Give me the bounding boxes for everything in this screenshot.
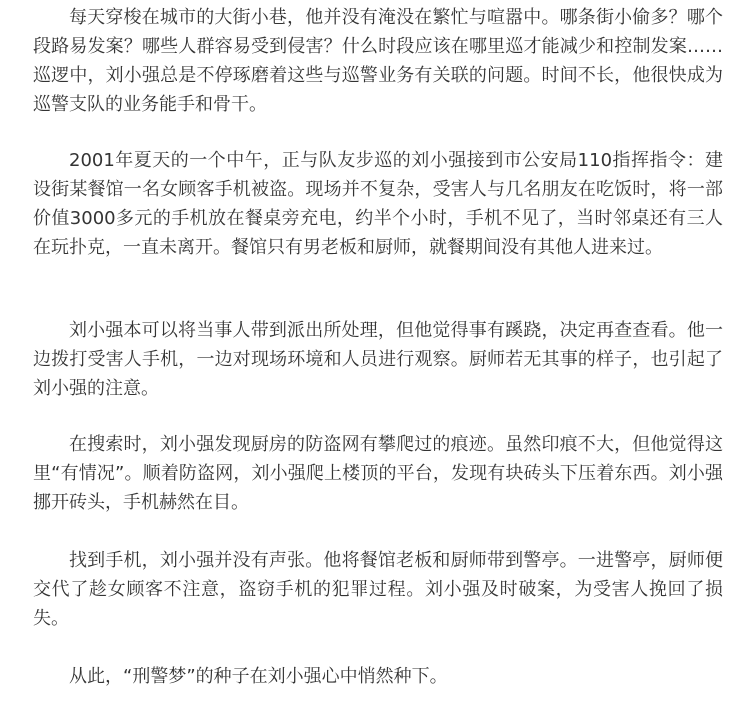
paragraph-conclusion: 从此，“刑警梦”的种子在刘小强心中悄然种下。 <box>69 666 448 687</box>
paragraph-case-solved: 找到手机，刘小强并没有声张。他将餐馆老板和厨师带到警亭。一进警亭，厨师便交代了趁女顾客不注意，盗窃手机的犯罪过程。刘小强及时破案，为受害人挽回了损失。 <box>33 550 723 629</box>
paragraph-search: 在搜索时，刘小强发现厨房的防盗网有攀爬过的痕迹。虽然印痕不大，但他觉得这里“有情况”。顺着防盗网，刘小强爬上楼顶的平台，发现有块砖头下压着东西。刘小强挪开砖头，手机赫然在目。 <box>33 434 723 513</box>
paragraph-investigation: 刘小强本可以将当事人带到派出所处理，但他觉得事有蹊跷，决定再查查看。他一边拨打受害人手机，一边对现场环境和人员进行观察。厨师若无其事的样子，也引起了刘小强的注意。 <box>33 320 723 399</box>
paragraph-patrol: 每天穿梭在城市的大街小巷，他并没有淹没在繁忙与喧嚣中。哪条街小偷多？哪个段路易发案？哪些人群容易受到侵害？什么时段应该在哪里巡才能减少和控制发案……巡逻中，刘小强总是不停琢磨着这些与巡警业务有关联的问题。时间不长，他很快成为巡警支队的业务能手和骨干。 <box>33 7 723 115</box>
paragraph-theft-report: 2001年夏天的一个中午，正与队友步巡的刘小强接到市公安局110指挥指令：建设街某餐馆一名女顾客手机被盗。现场并不复杂，受害人与几名朋友在吃饭时，将一部价值3000多元的手机放在餐桌旁充电，约半个小时，手机不见了，当时邻桌还有三人在玩扑克，一直未离开。餐馆只有男老板和厨师，就餐期间没有其他人进来过。 <box>33 150 723 258</box>
